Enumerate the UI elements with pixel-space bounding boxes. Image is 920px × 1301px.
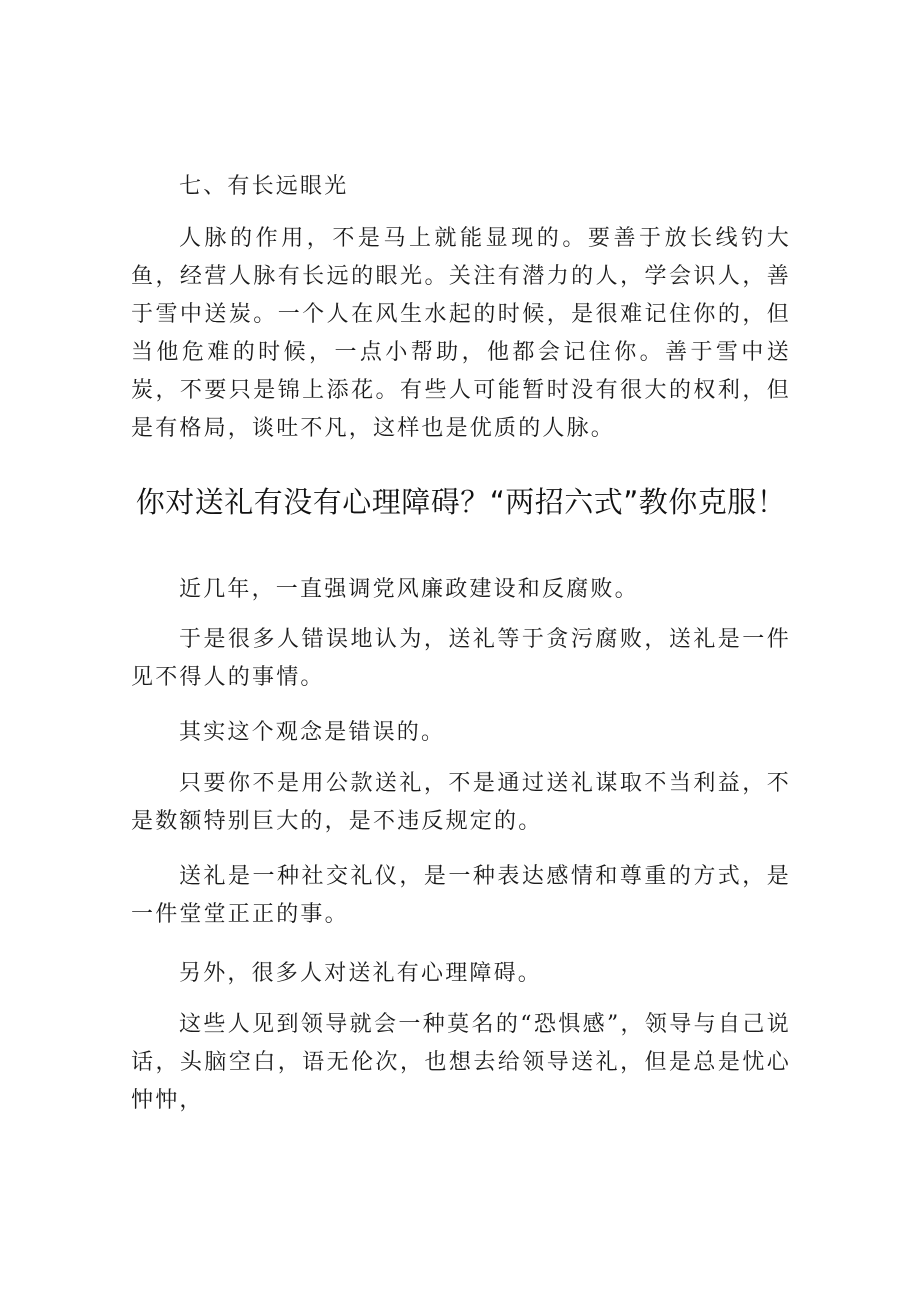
section-paragraph: 人脉的作用，不是马上就能显现的。要善于放长线钓大鱼，经营人脉有长远的眼光。关注有潜力的人，学会识人，善于雪中送炭。一个人在风生水起的时候，是很难记住你的，但当他危难的时候，一点小帮助，他都会记住你。善于雪中送炭，不要只是锦上添花。有些人可能暂时没有很大的权利，但是有格局，谈吐不凡，这样也是优质的人脉。 xyxy=(131,226,791,441)
article-paragraph-6: 另外，很多人对送礼有心理障碍。 xyxy=(179,961,543,986)
article-paragraph-2: 于是很多人错误地认为，送礼等于贪污腐败，送礼是一件见不得人的事情。 xyxy=(131,627,791,690)
section-heading: 七、有长远眼光 xyxy=(179,174,349,199)
article-title: 你对送礼有没有心理障碍？“两招六式”教你克服！ xyxy=(135,485,787,519)
article-paragraph-3: 其实这个观念是错误的。 xyxy=(179,720,446,745)
article-paragraph-4: 只要你不是用公款送礼，不是通过送礼谋取不当利益，不是数额特别巨大的，是不违反规定的。 xyxy=(131,771,791,834)
article-paragraph-1: 近几年，一直强调党风廉政建设和反腐败。 xyxy=(179,577,639,602)
article-paragraph-7: 这些人见到领导就会一种莫名的“恐惧感”，领导与自己说话，头脑空白，语无伦次，也想去给领导送礼，但是总是忧心忡忡， xyxy=(131,1012,791,1113)
article-paragraph-5: 送礼是一种社交礼仪，是一种表达感情和尊重的方式，是一件堂堂正正的事。 xyxy=(131,864,791,927)
